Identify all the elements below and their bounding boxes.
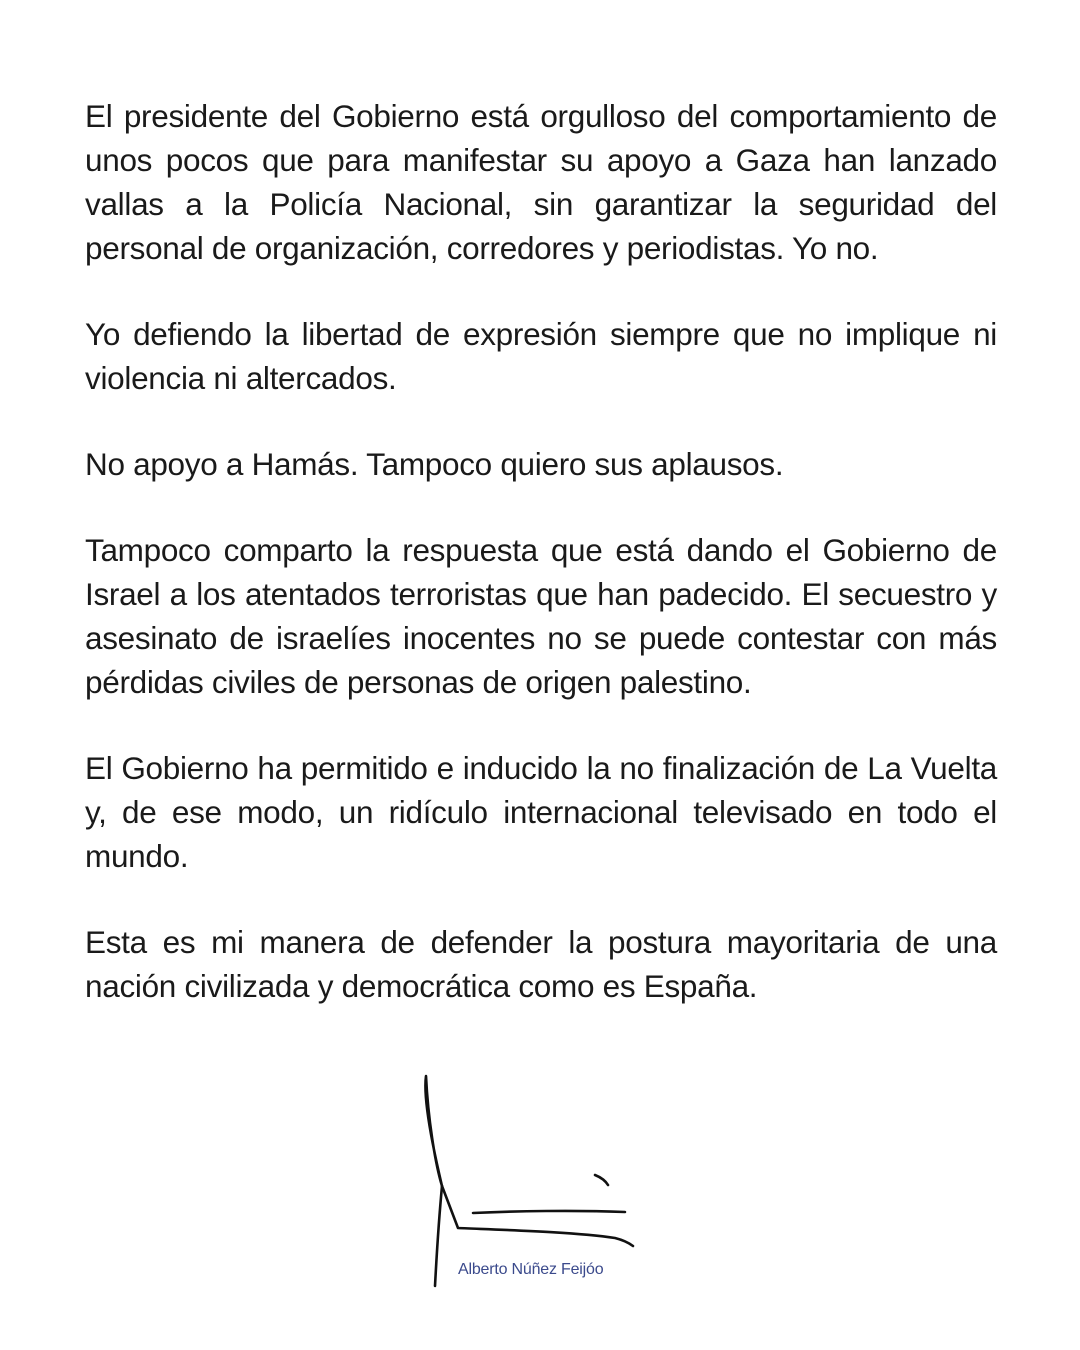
letter-body bbox=[85, 94, 997, 1050]
signatory-name: Alberto Núñez Feijóo bbox=[458, 1261, 604, 1278]
paragraph-1: El presidente del Gobierno está orgulloso del comportamiento de unos pocos que para manifestar su apoyo a Gaza han lanzado vallas a la Policía Nacional, sin garantizar la seguridad del personal de organización, corredores y periodistas. Yo no. bbox=[85, 98, 997, 266]
paragraph-2: Yo defiendo la libertad de expresión siempre que no implique ni violencia ni altercados. bbox=[85, 316, 997, 396]
paragraph-4: Tampoco comparto la respuesta que está dando el Gobierno de Israel a los atentados terroristas que han padecido. El secuestro y asesinato de israelíes inocentes no se puede contestar con más pérdidas civiles de personas de origen palestino. bbox=[85, 532, 997, 700]
paragraph-5: El Gobierno ha permitido e inducido la no finalización de La Vuelta y, de ese modo, un ridículo internacional televisado en todo el mundo. bbox=[85, 750, 997, 874]
handwritten-signature-icon bbox=[415, 1068, 655, 1293]
paragraph-6: Esta es mi manera de defender la postura mayoritaria de una nación civilizada y democrática como es España. bbox=[85, 924, 997, 1004]
paragraph-3: No apoyo a Hamás. Tampoco quiero sus aplausos. bbox=[85, 446, 784, 482]
signature-block bbox=[415, 1068, 655, 1293]
